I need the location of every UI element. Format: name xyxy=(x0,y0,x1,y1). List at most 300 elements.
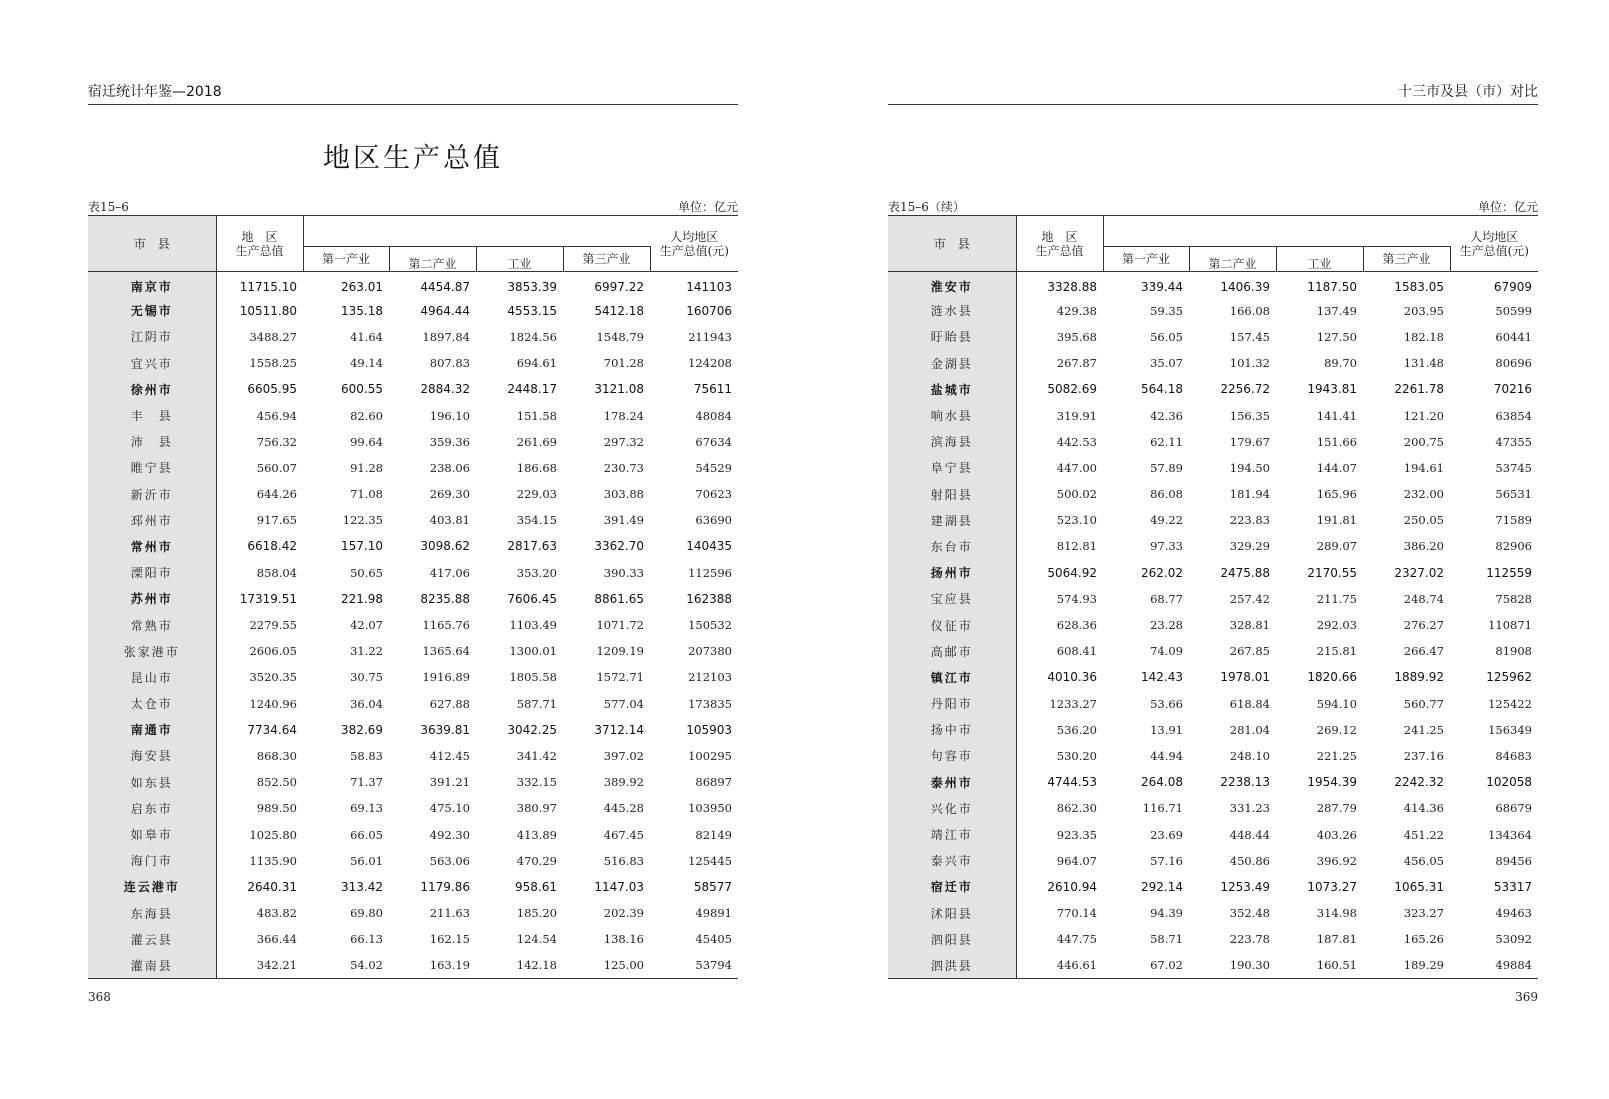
cell-per-capita: 67634 xyxy=(695,434,732,449)
cell-industry: 1187.50 xyxy=(1307,279,1357,294)
cell-per-capita: 207380 xyxy=(688,644,732,659)
row-region-name: 泗洪县 xyxy=(888,952,1016,978)
row-region-name: 宝应县 xyxy=(888,586,1016,612)
cell-secondary: 2884.32 xyxy=(420,382,470,397)
cell-secondary: 563.06 xyxy=(429,853,470,868)
table-row xyxy=(888,586,1538,612)
cell-tertiary: 456.05 xyxy=(1403,853,1444,868)
cell-gdp: 756.32 xyxy=(256,434,297,449)
cell-industry: 1073.27 xyxy=(1307,879,1357,894)
cell-tertiary: 1147.03 xyxy=(594,879,644,894)
cell-primary: 66.05 xyxy=(350,827,383,842)
cell-gdp: 3328.88 xyxy=(1047,279,1097,294)
table-row xyxy=(888,612,1538,638)
cell-gdp: 17319.51 xyxy=(239,591,297,606)
cell-industry: 165.96 xyxy=(1316,487,1357,502)
cell-industry: 341.42 xyxy=(516,748,557,763)
cell-per-capita: 150532 xyxy=(688,618,732,633)
cell-secondary: 448.44 xyxy=(1229,827,1270,842)
cell-industry: 403.26 xyxy=(1316,827,1357,842)
table-row xyxy=(88,717,738,743)
cell-per-capita: 110871 xyxy=(1488,618,1532,633)
cell-gdp: 868.30 xyxy=(256,748,297,763)
cell-industry: 694.61 xyxy=(516,356,557,371)
row-region-name: 如东县 xyxy=(88,769,216,795)
table-row xyxy=(888,874,1538,900)
row-region-name: 灌云县 xyxy=(88,926,216,952)
cell-primary: 69.13 xyxy=(350,801,383,816)
table-row xyxy=(888,952,1538,978)
cell-industry: 141.41 xyxy=(1316,408,1357,423)
cell-per-capita: 49463 xyxy=(1495,906,1532,921)
cell-industry: 127.50 xyxy=(1316,329,1357,344)
cell-primary: 382.69 xyxy=(341,722,383,737)
cell-secondary: 492.30 xyxy=(429,827,470,842)
cell-tertiary: 414.36 xyxy=(1403,801,1444,816)
cell-secondary: 157.45 xyxy=(1229,329,1270,344)
page-left xyxy=(88,0,738,1099)
cell-tertiary: 560.77 xyxy=(1403,696,1444,711)
cell-primary: 71.08 xyxy=(350,487,383,502)
cell-primary: 57.16 xyxy=(1150,853,1183,868)
table-row xyxy=(88,691,738,717)
cell-gdp: 366.44 xyxy=(256,932,297,947)
cell-gdp: 523.10 xyxy=(1056,513,1097,528)
table-row xyxy=(888,900,1538,926)
running-head-text: 十三市及县（市）对比 xyxy=(1398,84,1538,100)
cell-industry: 2448.17 xyxy=(507,382,557,397)
cell-industry: 1824.56 xyxy=(509,329,557,344)
row-region-name: 涟水县 xyxy=(888,298,1016,324)
unit-label: 单位：亿元 xyxy=(1477,200,1538,214)
table-row xyxy=(88,795,738,821)
cell-industry: 137.49 xyxy=(1316,303,1357,318)
cell-gdp: 574.93 xyxy=(1056,591,1097,606)
cell-industry: 587.71 xyxy=(516,696,557,711)
cell-primary: 292.14 xyxy=(1141,879,1183,894)
cell-gdp: 1558.25 xyxy=(249,356,297,371)
cell-industry: 470.29 xyxy=(516,853,557,868)
cell-gdp: 1025.80 xyxy=(249,827,297,842)
cell-secondary: 156.35 xyxy=(1229,408,1270,423)
row-region-name: 海门市 xyxy=(88,848,216,874)
row-region-name: 灌南县 xyxy=(88,952,216,978)
cell-gdp: 2610.94 xyxy=(1047,879,1097,894)
cell-tertiary: 389.92 xyxy=(603,775,644,790)
row-region-name: 无锡市 xyxy=(88,298,216,324)
cell-tertiary: 125.00 xyxy=(603,958,644,973)
cell-per-capita: 49884 xyxy=(1495,958,1532,973)
cell-gdp: 2640.31 xyxy=(247,879,297,894)
cell-primary: 59.35 xyxy=(1150,303,1183,318)
row-region-name: 盱眙县 xyxy=(888,324,1016,350)
table-row xyxy=(88,429,738,455)
cell-tertiary: 445.28 xyxy=(603,801,644,816)
cell-per-capita: 53317 xyxy=(1493,879,1532,894)
page-number: 368 xyxy=(88,990,111,1004)
cell-primary: 116.71 xyxy=(1142,801,1183,816)
cell-gdp: 530.20 xyxy=(1056,748,1097,763)
cell-secondary: 328.81 xyxy=(1229,618,1270,633)
table-row xyxy=(88,507,738,533)
cell-industry: 3853.39 xyxy=(507,279,557,294)
table-row xyxy=(888,691,1538,717)
cell-tertiary: 182.18 xyxy=(1403,329,1444,344)
unit-label: 单位：亿元 xyxy=(677,200,738,214)
gdp-table xyxy=(88,215,738,979)
cell-tertiary: 1548.79 xyxy=(596,329,644,344)
row-region-name: 东台市 xyxy=(888,533,1016,559)
cell-gdp: 4744.53 xyxy=(1047,775,1097,790)
cell-primary: 23.28 xyxy=(1150,618,1183,633)
cell-per-capita: 82149 xyxy=(695,827,732,842)
header-gdp: 地 区 生产总值 xyxy=(216,216,303,272)
cell-tertiary: 200.75 xyxy=(1403,434,1444,449)
table-row xyxy=(888,533,1538,559)
cell-per-capita: 45405 xyxy=(695,932,732,947)
cell-secondary: 359.36 xyxy=(429,434,470,449)
cell-secondary: 3098.62 xyxy=(420,539,470,554)
cell-primary: 142.43 xyxy=(1141,670,1183,685)
cell-industry: 1300.01 xyxy=(509,644,557,659)
cell-gdp: 770.14 xyxy=(1056,906,1097,921)
cell-industry: 215.81 xyxy=(1316,644,1357,659)
cell-per-capita: 162388 xyxy=(686,591,732,606)
cell-industry: 396.92 xyxy=(1316,853,1357,868)
table-row xyxy=(88,821,738,847)
cell-tertiary: 577.04 xyxy=(603,696,644,711)
header-region: 市 县 xyxy=(88,216,216,272)
row-region-name: 丰 县 xyxy=(88,402,216,428)
cell-primary: 36.04 xyxy=(350,696,383,711)
cell-gdp: 644.26 xyxy=(256,487,297,502)
cell-industry: 1954.39 xyxy=(1307,775,1357,790)
cell-primary: 49.22 xyxy=(1150,513,1183,528)
row-region-name: 宜兴市 xyxy=(88,350,216,376)
cell-per-capita: 58577 xyxy=(693,879,732,894)
cell-primary: 564.18 xyxy=(1141,382,1183,397)
cell-primary: 31.22 xyxy=(350,644,383,659)
cell-industry: 1820.66 xyxy=(1307,670,1357,685)
cell-industry: 4553.15 xyxy=(507,303,557,318)
row-region-name: 常州市 xyxy=(88,533,216,559)
row-region-name: 睢宁县 xyxy=(88,455,216,481)
cell-secondary: 1897.84 xyxy=(422,329,470,344)
table-row xyxy=(88,664,738,690)
row-region-name: 徐州市 xyxy=(88,376,216,402)
cell-primary: 68.77 xyxy=(1150,591,1183,606)
cell-secondary: 331.23 xyxy=(1229,801,1270,816)
cell-per-capita: 53745 xyxy=(1495,460,1532,475)
table-row xyxy=(888,376,1538,402)
header-tertiary: 第三产业 xyxy=(563,247,650,272)
cell-tertiary: 131.48 xyxy=(1403,356,1444,371)
cell-per-capita: 211943 xyxy=(688,329,732,344)
table-row xyxy=(88,769,738,795)
cell-primary: 57.89 xyxy=(1150,460,1183,475)
cell-gdp: 536.20 xyxy=(1056,722,1097,737)
gdp-table-continued xyxy=(888,215,1538,979)
row-region-name: 镇江市 xyxy=(888,664,1016,690)
cell-per-capita: 86897 xyxy=(695,775,732,790)
row-region-name: 射阳县 xyxy=(888,481,1016,507)
cell-primary: 69.80 xyxy=(350,906,383,921)
cell-secondary: 223.78 xyxy=(1229,932,1270,947)
cell-primary: 82.60 xyxy=(350,408,383,423)
cell-gdp: 429.38 xyxy=(1056,303,1097,318)
cell-per-capita: 125445 xyxy=(688,853,732,868)
table-row xyxy=(88,560,738,586)
cell-primary: 42.36 xyxy=(1150,408,1183,423)
row-region-name: 泰州市 xyxy=(888,769,1016,795)
cell-per-capita: 63854 xyxy=(1495,408,1532,423)
table-row xyxy=(888,795,1538,821)
row-region-name: 淮安市 xyxy=(888,272,1016,298)
cell-gdp: 11715.10 xyxy=(239,279,297,294)
cell-gdp: 6605.95 xyxy=(247,382,297,397)
cell-primary: 97.33 xyxy=(1150,539,1183,554)
cell-gdp: 5064.92 xyxy=(1047,565,1097,580)
cell-industry: 594.10 xyxy=(1316,696,1357,711)
cell-per-capita: 48084 xyxy=(695,408,732,423)
row-region-name: 仪征市 xyxy=(888,612,1016,638)
cell-gdp: 3488.27 xyxy=(249,329,297,344)
cell-secondary: 2238.13 xyxy=(1220,775,1270,790)
cell-per-capita: 103950 xyxy=(688,801,732,816)
cell-tertiary: 165.26 xyxy=(1403,932,1444,947)
cell-tertiary: 5412.18 xyxy=(594,303,644,318)
cell-per-capita: 112596 xyxy=(688,565,732,580)
cell-gdp: 483.82 xyxy=(256,906,297,921)
running-head xyxy=(888,86,1538,105)
cell-tertiary: 467.45 xyxy=(603,827,644,842)
cell-industry: 186.68 xyxy=(516,460,557,475)
cell-secondary: 194.50 xyxy=(1229,460,1270,475)
cell-gdp: 447.75 xyxy=(1056,932,1097,947)
cell-per-capita: 71589 xyxy=(1495,513,1532,528)
header-primary: 第一产业 xyxy=(303,247,389,272)
cell-gdp: 608.41 xyxy=(1056,644,1097,659)
cell-per-capita: 75828 xyxy=(1495,591,1532,606)
row-region-name: 宿迁市 xyxy=(888,874,1016,900)
table-row xyxy=(88,350,738,376)
cell-gdp: 5082.69 xyxy=(1047,382,1097,397)
cell-gdp: 442.53 xyxy=(1056,434,1097,449)
table-row xyxy=(888,821,1538,847)
row-region-name: 启东市 xyxy=(88,795,216,821)
cell-primary: 53.66 xyxy=(1150,696,1183,711)
cell-tertiary: 3121.08 xyxy=(594,382,644,397)
cell-primary: 94.39 xyxy=(1150,906,1183,921)
cell-gdp: 447.00 xyxy=(1056,460,1097,475)
cell-per-capita: 67909 xyxy=(1493,279,1532,294)
table-row xyxy=(888,848,1538,874)
cell-tertiary: 121.20 xyxy=(1403,408,1444,423)
cell-per-capita: 75611 xyxy=(693,382,732,397)
row-region-name: 沭阳县 xyxy=(888,900,1016,926)
row-region-name: 扬州市 xyxy=(888,560,1016,586)
cell-industry: 89.70 xyxy=(1324,356,1357,371)
cell-per-capita: 89456 xyxy=(1495,853,1532,868)
row-region-name: 响水县 xyxy=(888,402,1016,428)
header-industry: 工业 xyxy=(476,247,563,272)
cell-secondary: 238.06 xyxy=(429,460,470,475)
table-row xyxy=(88,900,738,926)
header-secondary: 第二产业 xyxy=(389,247,476,272)
cell-secondary: 196.10 xyxy=(429,408,470,423)
cell-primary: 23.69 xyxy=(1150,827,1183,842)
table-row xyxy=(88,402,738,428)
row-region-name: 阜宁县 xyxy=(888,455,1016,481)
header-spacer xyxy=(1103,216,1450,247)
cell-gdp: 3520.35 xyxy=(249,670,297,685)
cell-secondary: 412.45 xyxy=(429,748,470,763)
cell-gdp: 500.02 xyxy=(1056,487,1097,502)
cell-tertiary: 1572.71 xyxy=(596,670,644,685)
table-row xyxy=(888,429,1538,455)
row-region-name: 溧阳市 xyxy=(88,560,216,586)
cell-primary: 74.09 xyxy=(1150,644,1183,659)
cell-primary: 58.71 xyxy=(1150,932,1183,947)
cell-industry: 1943.81 xyxy=(1307,382,1357,397)
cell-secondary: 190.30 xyxy=(1229,958,1270,973)
cell-tertiary: 3362.70 xyxy=(594,539,644,554)
cell-tertiary: 1583.05 xyxy=(1394,279,1444,294)
cell-secondary: 179.67 xyxy=(1229,434,1270,449)
cell-industry: 314.98 xyxy=(1316,906,1357,921)
cell-tertiary: 250.05 xyxy=(1403,513,1444,528)
table-row xyxy=(888,717,1538,743)
cell-secondary: 1165.76 xyxy=(422,618,470,633)
cell-primary: 157.10 xyxy=(341,539,383,554)
header-tertiary: 第三产业 xyxy=(1363,247,1450,272)
cell-gdp: 1135.90 xyxy=(249,853,297,868)
cell-tertiary: 237.16 xyxy=(1403,748,1444,763)
cell-secondary: 475.10 xyxy=(429,801,470,816)
cell-industry: 287.79 xyxy=(1316,801,1357,816)
cell-tertiary: 2242.32 xyxy=(1394,775,1444,790)
cell-primary: 263.01 xyxy=(341,279,383,294)
cell-per-capita: 134364 xyxy=(1488,827,1532,842)
cell-per-capita: 60441 xyxy=(1495,329,1532,344)
row-region-name: 丹阳市 xyxy=(888,691,1016,717)
table-row xyxy=(88,376,738,402)
row-region-name: 南通市 xyxy=(88,717,216,743)
row-region-name: 金湖县 xyxy=(888,350,1016,376)
row-region-name: 苏州市 xyxy=(88,586,216,612)
row-region-name: 常熟市 xyxy=(88,612,216,638)
cell-primary: 313.42 xyxy=(341,879,383,894)
cell-gdp: 1233.27 xyxy=(1049,696,1097,711)
header-secondary: 第二产业 xyxy=(1189,247,1276,272)
cell-per-capita: 47355 xyxy=(1495,434,1532,449)
cell-tertiary: 3712.14 xyxy=(594,722,644,737)
table-row xyxy=(888,769,1538,795)
cell-secondary: 1406.39 xyxy=(1220,279,1270,294)
cell-industry: 211.75 xyxy=(1316,591,1357,606)
cell-gdp: 4010.36 xyxy=(1047,670,1097,685)
row-region-name: 高邮市 xyxy=(888,638,1016,664)
cell-secondary: 8235.88 xyxy=(420,591,470,606)
cell-secondary: 4964.44 xyxy=(420,303,470,318)
cell-gdp: 812.81 xyxy=(1056,539,1097,554)
table-row xyxy=(888,455,1538,481)
cell-per-capita: 160706 xyxy=(686,303,732,318)
cell-tertiary: 232.00 xyxy=(1403,487,1444,502)
cell-per-capita: 84683 xyxy=(1495,748,1532,763)
cell-primary: 66.13 xyxy=(350,932,383,947)
cell-primary: 44.94 xyxy=(1150,748,1183,763)
cell-tertiary: 516.83 xyxy=(603,853,644,868)
cell-per-capita: 173835 xyxy=(688,696,732,711)
cell-secondary: 1253.49 xyxy=(1220,879,1270,894)
cell-industry: 269.12 xyxy=(1316,722,1357,737)
table-row xyxy=(88,874,738,900)
table-label: 表15–6 xyxy=(88,200,129,214)
cell-tertiary: 1889.92 xyxy=(1394,670,1444,685)
cell-tertiary: 386.20 xyxy=(1403,539,1444,554)
cell-tertiary: 202.39 xyxy=(603,906,644,921)
table-row xyxy=(88,586,738,612)
cell-tertiary: 397.02 xyxy=(603,748,644,763)
cell-secondary: 2256.72 xyxy=(1220,382,1270,397)
cell-secondary: 269.30 xyxy=(429,487,470,502)
cell-tertiary: 230.73 xyxy=(603,460,644,475)
cell-industry: 229.03 xyxy=(516,487,557,502)
cell-per-capita: 156349 xyxy=(1488,722,1532,737)
table-row xyxy=(888,638,1538,664)
cell-per-capita: 80696 xyxy=(1495,356,1532,371)
cell-gdp: 2279.55 xyxy=(249,618,297,633)
cell-per-capita: 56531 xyxy=(1495,487,1532,502)
cell-per-capita: 125422 xyxy=(1488,696,1532,711)
cell-secondary: 618.84 xyxy=(1229,696,1270,711)
cell-primary: 67.02 xyxy=(1150,958,1183,973)
cell-industry: 221.25 xyxy=(1316,748,1357,763)
cell-industry: 3042.25 xyxy=(507,722,557,737)
cell-secondary: 403.81 xyxy=(429,513,470,528)
cell-industry: 142.18 xyxy=(516,958,557,973)
cell-secondary: 1978.01 xyxy=(1220,670,1270,685)
cell-secondary: 162.15 xyxy=(429,932,470,947)
cell-primary: 13.91 xyxy=(1150,722,1183,737)
cell-tertiary: 178.24 xyxy=(603,408,644,423)
cell-per-capita: 112559 xyxy=(1486,565,1532,580)
cell-primary: 58.83 xyxy=(350,748,383,763)
header-primary: 第一产业 xyxy=(1103,247,1189,272)
cell-secondary: 223.83 xyxy=(1229,513,1270,528)
cell-primary: 56.05 xyxy=(1150,329,1183,344)
cell-secondary: 281.04 xyxy=(1229,722,1270,737)
cell-gdp: 989.50 xyxy=(256,801,297,816)
cell-secondary: 807.83 xyxy=(429,356,470,371)
cell-gdp: 560.07 xyxy=(256,460,297,475)
page-title: 地区生产总值 xyxy=(323,143,503,174)
cell-secondary: 450.86 xyxy=(1229,853,1270,868)
cell-tertiary: 391.49 xyxy=(603,513,644,528)
row-region-name: 句容市 xyxy=(888,743,1016,769)
cell-industry: 124.54 xyxy=(516,932,557,947)
header-gdp: 地 区 生产总值 xyxy=(1016,216,1103,272)
cell-primary: 49.14 xyxy=(350,356,383,371)
cell-secondary: 391.21 xyxy=(429,775,470,790)
table-row xyxy=(88,926,738,952)
cell-secondary: 3639.81 xyxy=(420,722,470,737)
cell-per-capita: 100295 xyxy=(688,748,732,763)
table-row xyxy=(88,298,738,324)
cell-per-capita: 54529 xyxy=(695,460,732,475)
cell-industry: 2817.63 xyxy=(507,539,557,554)
